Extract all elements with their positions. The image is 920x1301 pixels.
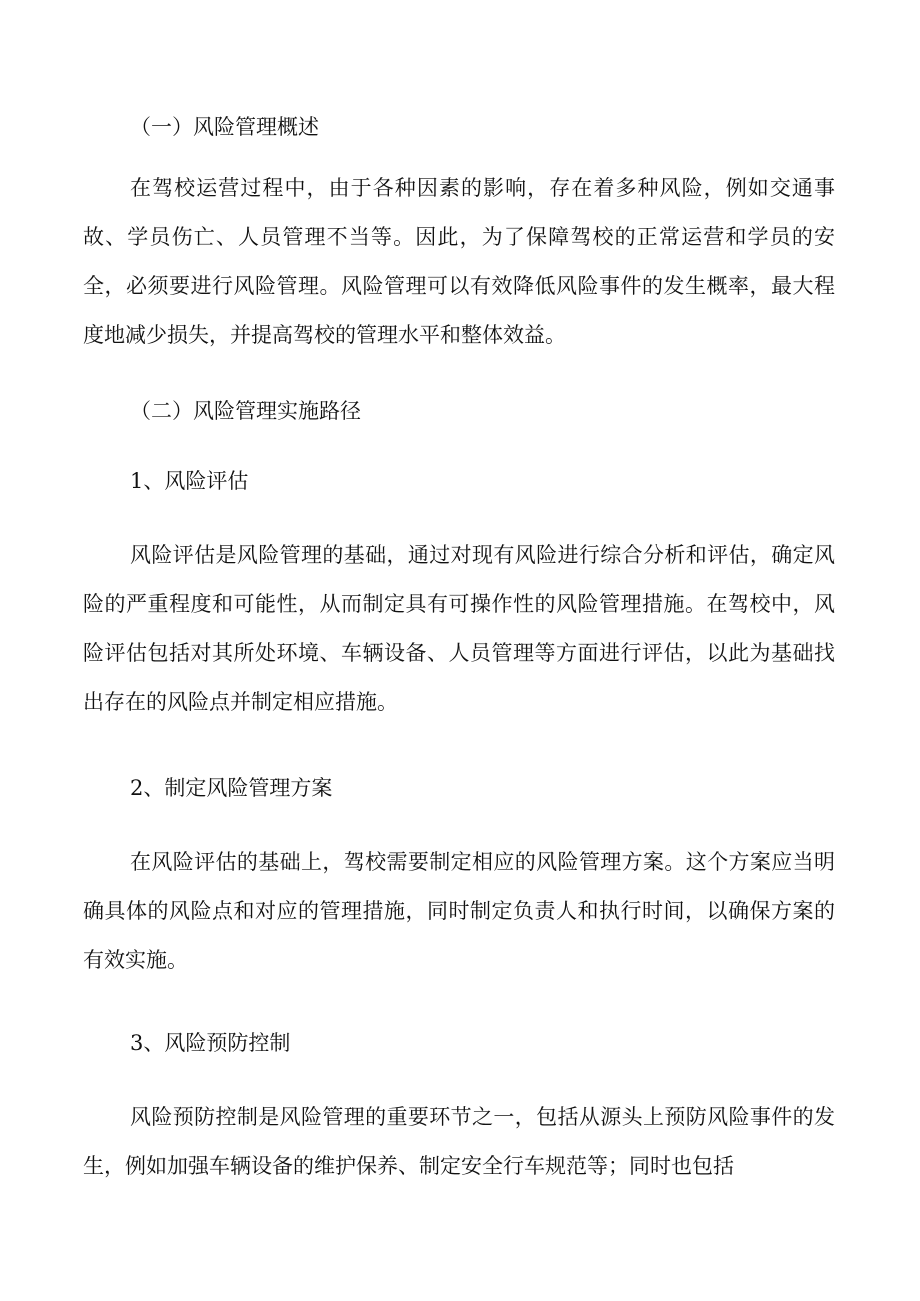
paragraph-overview: 在驾校运营过程中，由于各种因素的影响，存在着多种风险，例如交通事故、学员伤亡、人员管理不当等。因此，为了保障驾校的正常运营和学员的安全，必须要进行风险管理。风险管理可以有效降低风险事件的发生概率，最大程度地减少损失，并提高驾校的管理水平和整体效益。 bbox=[83, 176, 835, 347]
section-heading-overview: （一）风险管理概述 bbox=[130, 115, 319, 139]
item-heading-risk-prevention: 3、风险预防控制 bbox=[130, 1031, 291, 1055]
section-heading-implementation: （二）风险管理实施路径 bbox=[130, 399, 361, 423]
paragraph-risk-prevention: 风险预防控制是风险管理的重要环节之一，包括从源头上预防风险事件的发生，例如加强车辆设备的维护保养、制定安全行车规范等；同时也包括 bbox=[83, 1105, 835, 1178]
paragraph-risk-assessment: 风险评估是风险管理的基础，通过对现有风险进行综合分析和评估，确定风险的严重程度和可能性，从而制定具有可操作性的风险管理措施。在驾校中，风险评估包括对其所处环境、车辆设备、人员管理等方面进行评估，以此为基础找出存在的风险点并制定相应措施。 bbox=[83, 543, 835, 714]
item-heading-management-plan: 2、制定风险管理方案 bbox=[130, 776, 333, 800]
paragraph-management-plan: 在风险评估的基础上，驾校需要制定相应的风险管理方案。这个方案应当明确具体的风险点和对应的管理措施，同时制定负责人和执行时间，以确保方案的有效实施。 bbox=[83, 850, 835, 972]
item-heading-risk-assessment: 1、风险评估 bbox=[130, 469, 249, 493]
